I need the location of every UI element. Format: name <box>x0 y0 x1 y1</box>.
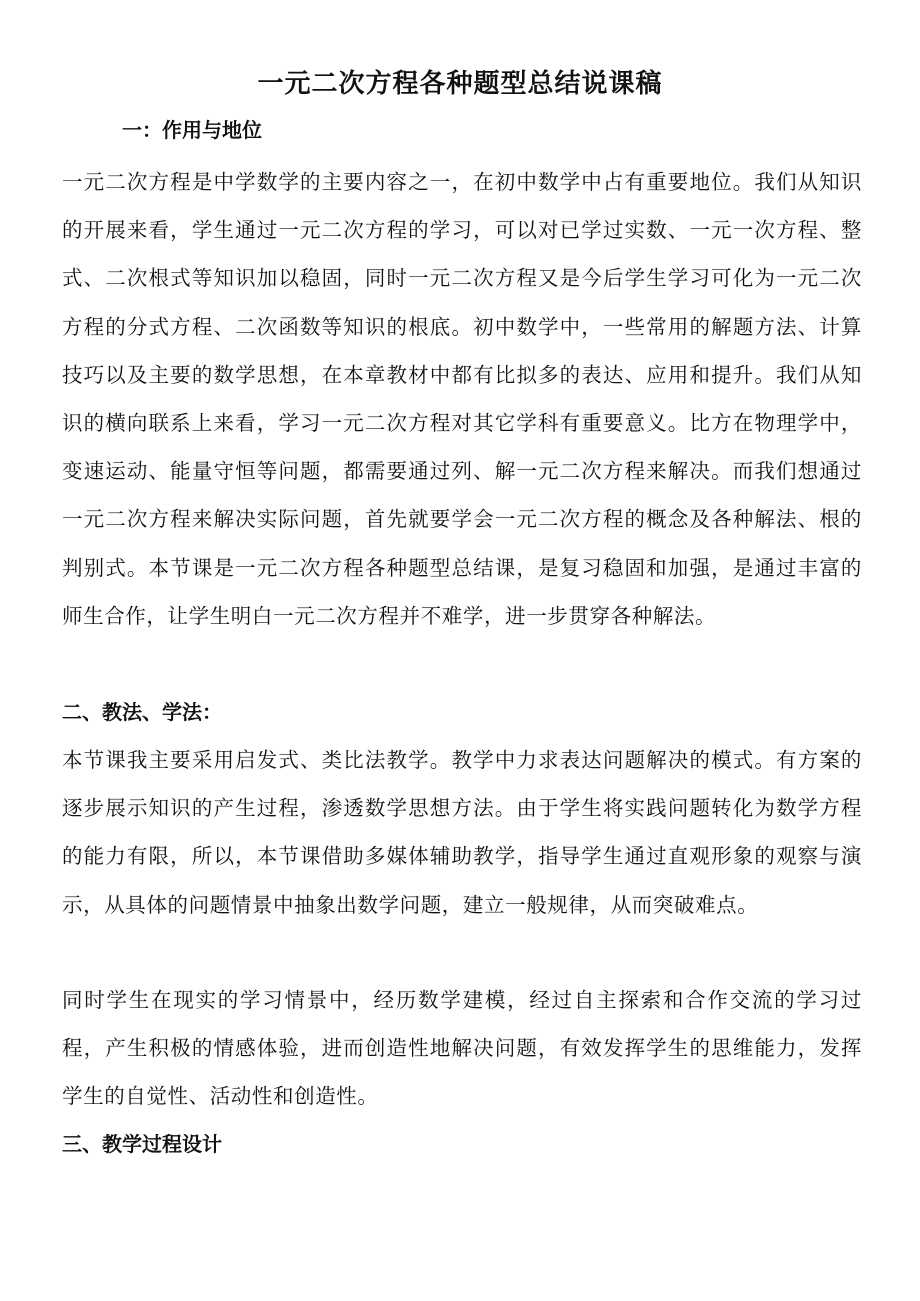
section-heading-teaching-process-design: 三、教学过程设计 <box>62 1132 222 1156</box>
section-heading-teaching-methods: 二、教法、学法： <box>62 700 222 724</box>
paragraph-role-and-status: 一元二次方程是中学数学的主要内容之一，在初中数学中占有重要地位。我们从知识的开展来看，学生通过一元二次方程的学习，可以对已学过实数、一元一次方程、整式、二次根式等知识加以稳固，同时一元二次方程又是今后学生学习可化为一元二次方程的分式方程、二次函数等知识的根底。初中数学中，一些常用的解题方法、计算技巧以及主要的数学思想，在本章教材中都有比拟多的表达、应用和提升。我们从知识的横向联系上来看，学习一元二次方程对其它学科有重要意义。比方在物理学中，变速运动、能量守恒等问题，都需要通过列、解一元二次方程来解决。而我们想通过一元二次方程来解决实际问题，首先就要学会一元二次方程的概念及各种解法、根的判别式。本节课是一元二次方程各种题型总结课，是复习稳固和加强，是通过丰富的师生合作，让学生明白一元二次方程并不难学，进一步贯穿各种解法。 <box>62 170 862 628</box>
document-title: 一元二次方程各种题型总结说课稿 <box>257 69 663 99</box>
paragraph-learning-process: 同时学生在现实的学习情景中，经历数学建模，经过自主探索和合作交流的学习过程，产生积极的情感体验，进而创造性地解决问题，有效发挥学生的思维能力，发挥学生的自觉性、活动性和创造性。 <box>62 988 862 1109</box>
paragraph-teaching-methods: 本节课我主要采用启发式、类比法教学。教学中力求表达问题解决的模式。有方案的逐步展示知识的产生过程，渗透数学思想方法。由于学生将实践问题转化为数学方程的能力有限，所以，本节课借助多媒体辅助教学，指导学生通过直观形象的观察与演示，从具体的问题情景中抽象出数学问题，建立一般规律，从而突破难点。 <box>62 748 862 917</box>
section-heading-role-and-status: 一：作用与地位 <box>122 118 262 142</box>
